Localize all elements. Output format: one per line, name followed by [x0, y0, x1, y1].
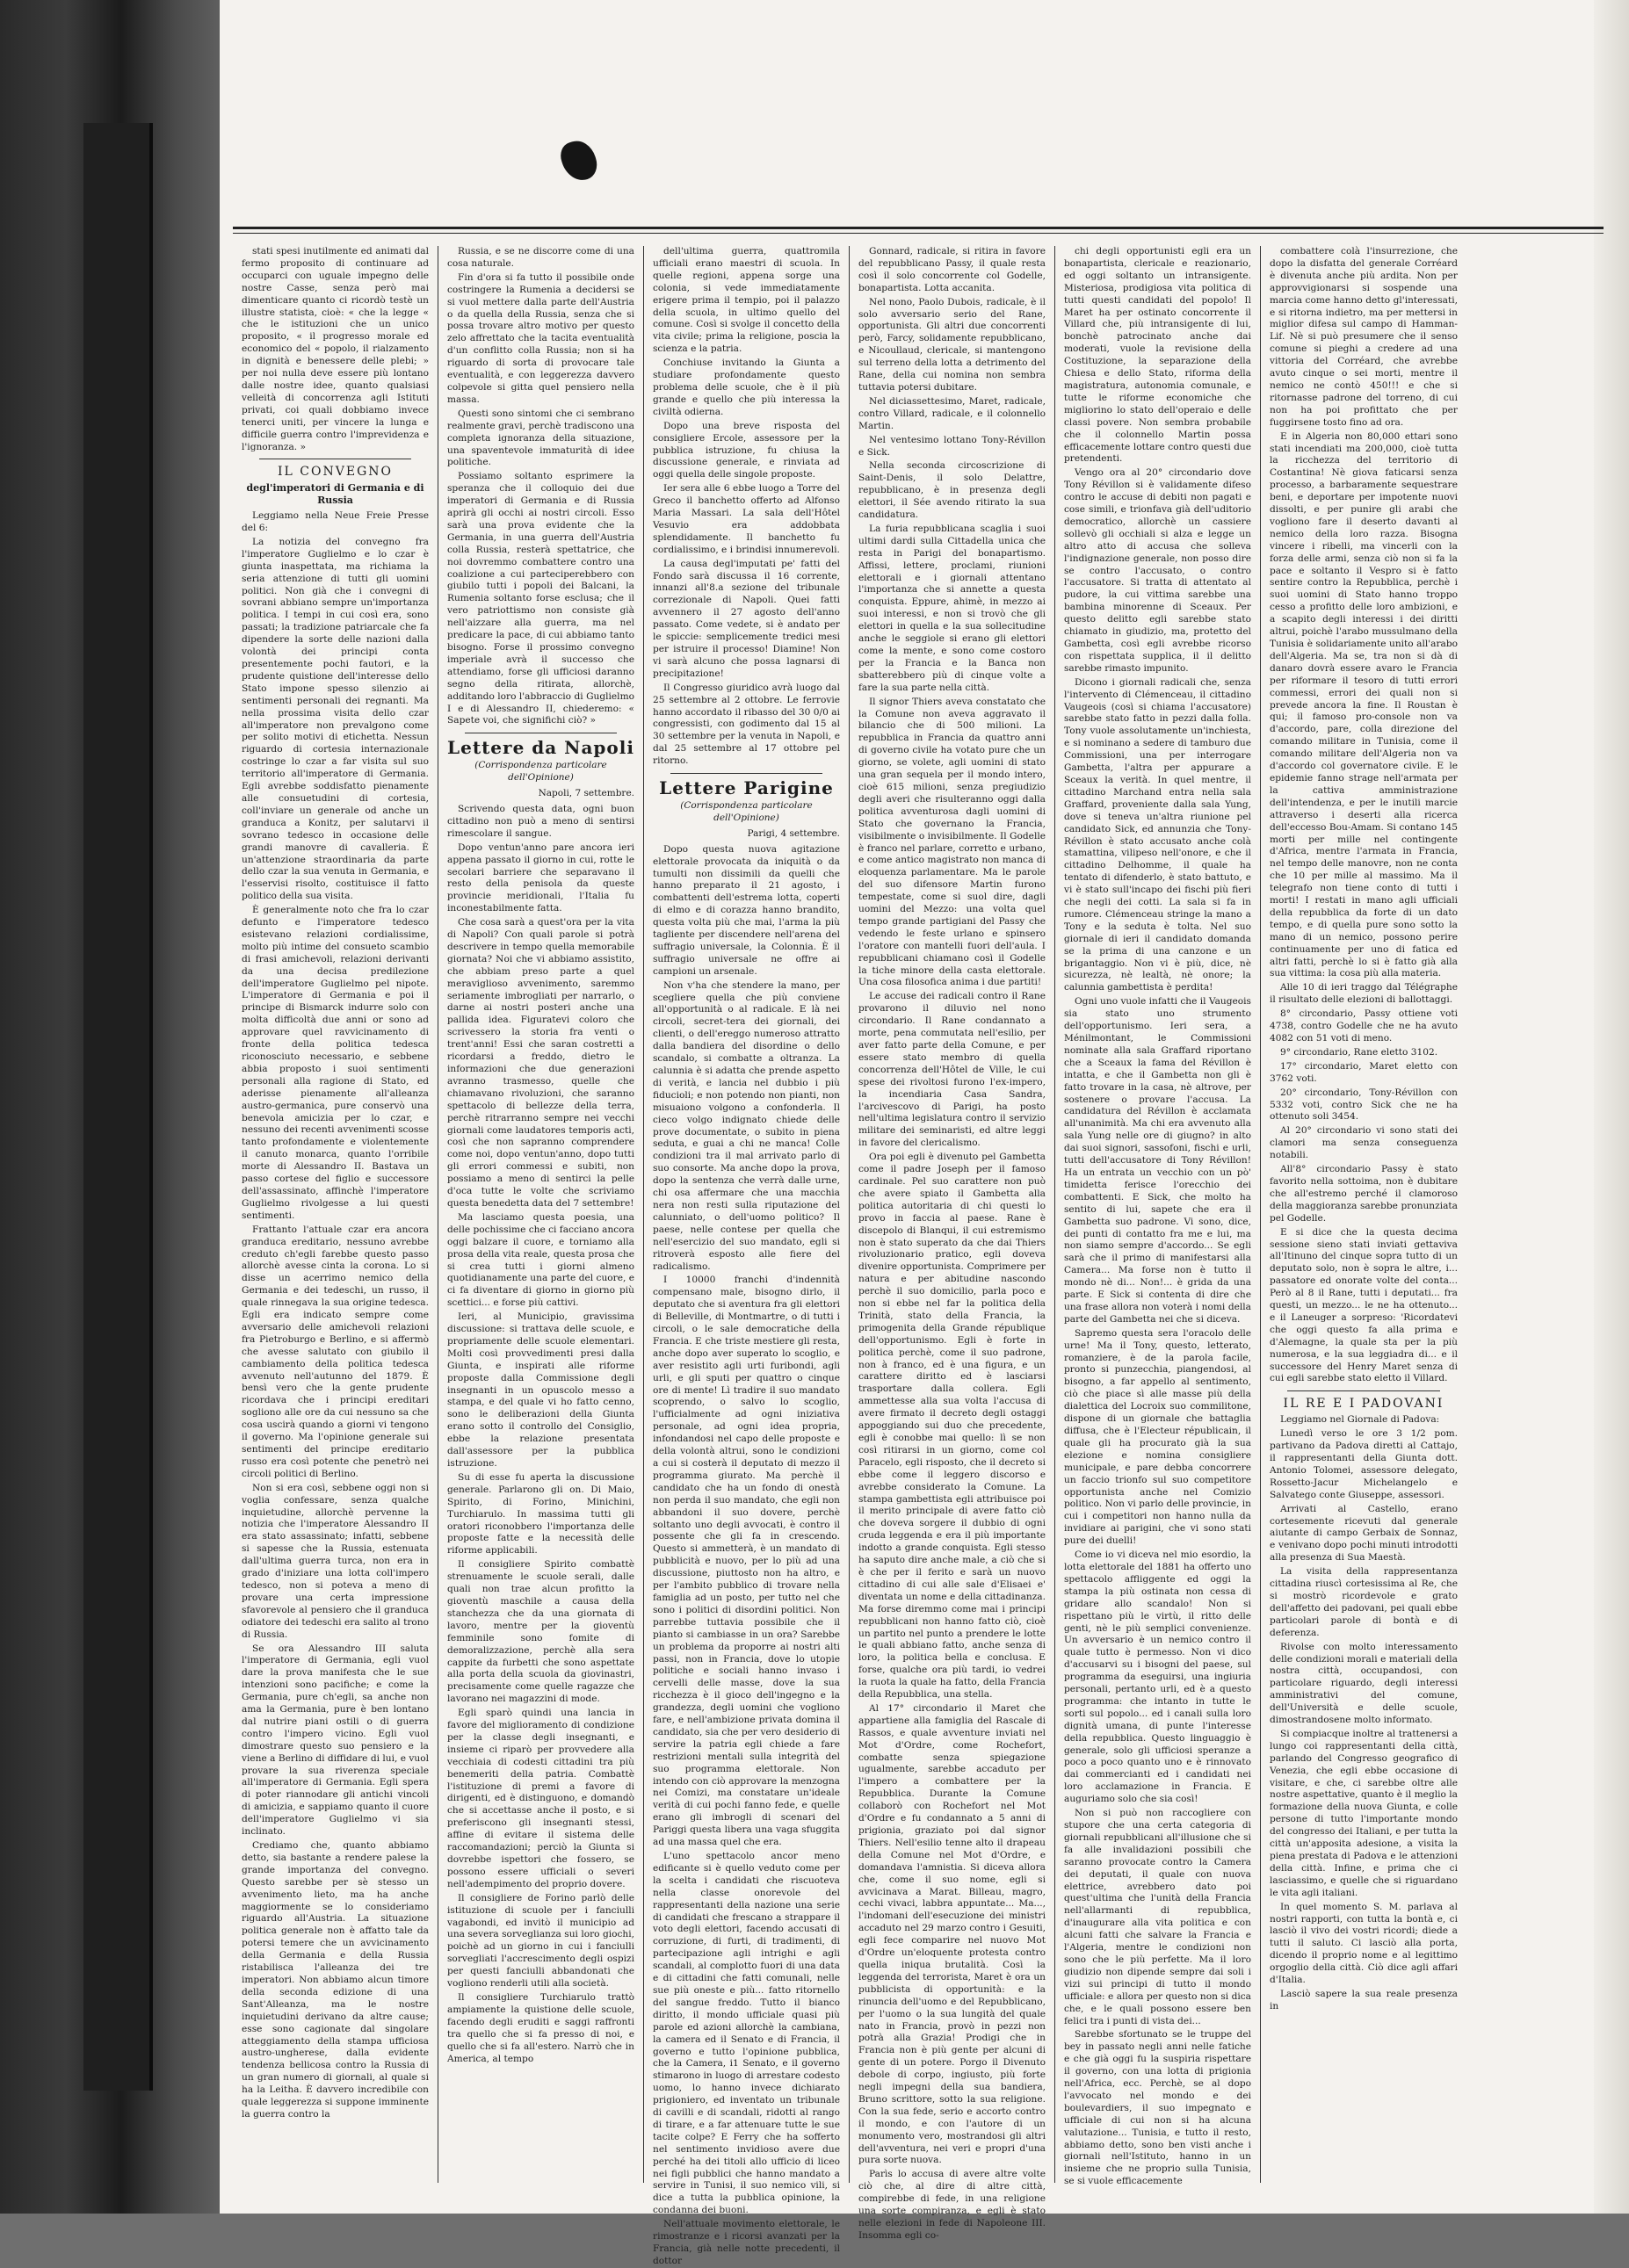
article-paragraph: Sapremo questa sera l'oracolo delle urne! Ma il Tony, questo, letterato, romanziere, è de la parola facile, pronto si punzecchia, piangendosi, al bisogno, a far appello al sentimento, ciò che piace sì alle masse più della dialettica del Locroix suo commilitone, dispone di un giornale che battaglia diffusa, che è l'Electeur républicain, il quale gli ha procurato già la sua elezione e nomina consigliere municipale, e pare debba concorrere un faccio trionfo sul suo competitore opportunista anche nel Comizio politico. Non vi parlo delle provincie, in cui i competitori non hanno nulla da invidiare ai parigini, che vi sono stati pure dei duelli! [1064, 1327, 1251, 1547]
article-paragraph: Il signor Thiers aveva constatato che la Comune non aveva aggravato il bilancio che di 500 milioni. La repubblica in Francia da quattro anni di governo civile ha votato pure che un giorno, se volete, agli uomini di stato una gran sequela per il mondo intero, cioè 615 milioni, senza pregiudizio degli averi che risulteranno oggi dalla politica avventurosa dagli uomini di Stato che governano la Francia, visibilmente o invisibilmente. Il Godelle è franco nel parlare, corretto e urbano, e come antico magistrato non manca di eloquenza parlamentare. Ma le parole del suo difensore Martin furono tempestate, come si suol dire, dagli uomini del Mezzo: una volta quel tempo grande partigiani del Passy che vedendo le feste urlano e spinsero l'oratore con mantelli fuori dell'aula. I repubblicani chiamano così il Godelle la tiche minore della casta elettorale. Una cosa filosofica anima i due partiti! [858, 696, 1046, 988]
article-paragraph: Leggiamo nel Giornale di Padova: [1280, 1414, 1440, 1426]
article-paragraph: Alle 10 di ieri traggo dal Télégraphe il risultato delle elezioni di ballottaggi. [1270, 982, 1458, 1006]
article-paragraph: Conchiuse invitando la Giunta a studiare profondamente questo problema delle scuole, che è il più grande e quello che più interessa la civiltà odierna. [653, 358, 840, 417]
article-paragraph: combattere colà l'insurrezione, che dopo la disfatta del generale Corréard è divenuta anche più ardita. Non per approvvigionarsi si sospende una marcia come hanno detto gl'interessati, e si ritorna indietro, ma per mettersi in miglior difesa sul campo di Hamman-Lif. Nè si può presumere che il senso comune si pieghi a credere ad una vittoria del Corréard, che avrebbe avuto cinque o sei morti, mentre il nemico ne contò 450!!! e che si ritornasse padrone del torreno, di cui non ha poi profittato che per fuggirsene tosto fino ad ora. [1270, 246, 1458, 428]
article-paragraph: Scrivendo questa data, ogni buon cittadino non può a meno di sentirsi rimescolare il sangue. [447, 803, 634, 839]
article-paragraph: Che cosa sarà a quest'ora per la vita di Napoli? Con quali parole si potrà descrivere in tempo quella memorabile giornata? Noi che vi abbiamo assistito, che abbiam preso parte a quel meraviglioso avvenimento, saremmo seriamente imbrogliati per narrarlo, o darne ai nostri posteri anche una pallida idea. Figuratevi coloro che scrivessero la storia fra venti o trent'anni! Essi che saran costretti a ricordarsi a freddo, dietro le informazioni che due generazioni avranno trasmesso, quelle che chiamavano rivoluzioni, che saranno spettacolo di bellezze della terra, perchè ritrarranno sempre nei vecchi giornali come laudatores temporis acti, così che non sapranno comprendere come noi, dopo ventun'anno, dopo tutti gli errori commessi e subiti, non possiamo a meno di sentirci la pelle d'oca tutte le volte che scriviamo questa benedetta data del 7 settembre! [447, 917, 634, 1209]
newspaper-page [233, 227, 1604, 2266]
column-6 [1261, 246, 1466, 2183]
article-paragraph: Dicono i giornali radicali che, senza l'intervento di Clémenceau, il cittadino Vaugeois (così si chiama l'accusatore) sarebbe stato fatto in pezzi dalla folla. Tony vuole assolutamente un'inchiesta, e si nominano a sedere di tamburo due Commissioni, una per interrogare Gambetta, l'altra per appurare a Sceaux la verità. In quel mentre, il cittadino Marchand entra nella sala Graffard, proveniente dalla sala Yung, dove si teneva un'altra riunione pel candidato Sick, ed annunzia che Tony-Révillon è stato accusato anche colà stamattina, vilipeso nell'onore, e che il cittadino Delhomme, il quale ha tentato di difenderlo, è stato battuto, e vi è stato sull'incapo dei fischi più fieri che negli dei cotti. La sala si fa in rumore. Clémenceau stringe la mano a Tony e la seduta è tolta. Nel suo giornale di ieri il candidato domanda se la prima di una canzone e un brigantaggio. Non vi è più, dice, nè sicurezza, nè lealtà, nè onore; la calunnia gambettista è perdita! [1064, 676, 1251, 993]
article-paragraph: La causa degl'imputati pe' fatti del Fondo sarà discussa il 16 corrente, innanzi all'8.a sezione del tribunale correzionale di Napoli. Quei fatti avvennero il 27 agosto dell'anno passato. Come vedete, si è andato per le spiccie: semplicemente tredici mesi per istruire il processo! Diamine! Non vi sarà alcuno che possa lagnarsi di precipitazione! [653, 558, 840, 679]
article-paragraph: Lunedì verso le ore 3 1/2 pom. partivano da Padova diretti al Cattajo, il rappresentanti della Giunta dott. Antonio Tolomei, assessore delegato, Rossetto-Jacur Michelangelo e Salvatego conte Giuseppe, assessori. [1270, 1428, 1458, 1500]
article-paragraph: Nel diciassettesimo, Maret, radicale, contro Villard, radicale, e il colonnello Martin. [858, 395, 1046, 431]
article-paragraph: Russia, e se ne discorre come di una cosa naturale. [447, 246, 634, 269]
article-dateline: Napoli, 7 settembre. [538, 788, 634, 799]
article-paragraph: Su di esse fu aperta la discussione generale. Parlarono gli on. Di Maio, Spirito, di Forino, Minichini, Turchiarulo. In massima tutti gli oratori riconobbero l'importanza delle proposte fatte e la necessità delle riforme applicabili. [447, 1471, 634, 1557]
article-dateline: Parigi, 4 settembre. [747, 827, 840, 839]
article-byline: (Corrispondenza particolare dell'Opinione) [680, 799, 813, 823]
article-paragraph: Lasciò sapere la sua reale presenza in [1270, 1988, 1458, 2012]
article-paragraph: Ora poi egli è divenuto pel Gambetta come il padre Joseph per il famoso cardinale. Pel suo carattere non può che avere spiato il Gambetta alla politica autoritaria di chi questi lo provo in faccia al paese. Rane è discepolo di Blanqui, il cui estremismo non è stato superato da che dai Thiers rivoluzionario pratico, egli doveva divenire opportunista. Comprimere per natura e per abitudine nascondo perchè il suo domicilio, parla poco e non si ebbe nel far la politica della Trinità, stato della Francia, la primogenita della Grande république dell'opportunismo. Egli è forte in politica perchè, come il suo padrone, non à franco, ed è una figura, e un carattere diritto ed è lasciarsi trasportare dalla collera. Egli ammettesse alla sua volta l'accusa di avere firmato il decreto degli ostaggi appoggiando sui duo che precedente, egli è conobbe mai quello: lì se non così ritirarsi in un giorno, come col Paracelo, egli risposto, che il decreto si ebbe come il leggero discorso e avrebbe considerato la Comune. La stampa gambettista egli attribuisce poi il merito principale di avere fatto ciò che doveva sorgere il dubbio di ogni cruda leggenda e era il più importante indotto a grande conquista. Egli stesso ha saputo dire anche male, a ciò che si è che per il ferito e sarà un nuovo cittadino di cui alle sale d'Elisaei e' diventata un nome e della cittadinanza. Ma forse diremmo come mai i principi repubblicani non hanno fatto ciò, cioè un partito nel punto a prendere le lotte le quali abbiano fatto, anche senza di loro, la politica bella e conclusa. E forse, qualche ora più tardi, io vedrei la ruota la quale ha fatto, della Francia della Repubblica, una stella. [858, 1152, 1046, 1701]
article-paragraph: All'8° circondario Passy è stato favorito nella sottoima, non è dubitare che all'estremo perché il clamoroso della maggioranza sarebbe pronunziata pel Godelle. [1270, 1164, 1458, 1224]
article-paragraph: Ieri, al Municipio, gravissima discussione: si trattava delle scuole, e propriamente delle scuole elementari. Molti così provvedimenti presi dalla Giunta, e inspirati alle riforme proposte dalla Commissione degli insegnanti in un opuscolo messo a stampa, e del quale vi ho fatto cenno, sono le deliberazioni della Giunta erano sotto il controllo del Consiglio, ebbe la relazione presentata dall'assessore per la pubblica istruzione. [447, 1311, 634, 1469]
article-paragraph: Gonnard, radicale, si ritira in favore del repubblicano Passy, il quale resta così il solo concorrente col Godelle, bonapartista. Lotta accanita. [858, 246, 1046, 293]
article-paragraph: L'uno spettacolo ancor meno edificante si è quello veduto come per la scelta i candidati che riscuoteva nella classe onorevole del rappresentanti della nazione una serie di candidati che frescano a strappare il voto degli elettori, facendo accusati di corruzione, di furti, di tradimenti, di partecipazione agli intrighi e agli scandali, al complotto fuori di una data e di cittadini che fatti comunali, nelle sue più oneste e più... fatto ritornello del sangue freddo. Tutto il bianco diritto, il mondo ufficiale quasi più parole ed azioni allorchè la cambiana, la camera ed il Senato e di Francia, il governo e tutto l'opinione pubblica, che la Camera, i1 Senato, e il governo stimarono in luogo di arrestare codesto uomo, lo hanno invece dichiarato prigioniero, ed inventato un tribunale di cavilli e di scandali, ridotti al rango di tirare, e a far attenuare tutte le sue tacite colpe? E Ferry che ha sofferto nel sentimento invidioso avere due perché ha dei titoli allo ufficio di liceo nei figli pubblici che hanno mandato a servire in Tunisi, il suo nemico vili, si dice a tutta la pubblica opinione, la condanna dei buoni. [653, 1851, 840, 2216]
article-paragraph: Come io vi diceva nel mio esordio, la lotta elettorale del 1881 ha offerto uno spettacolo affliggente ed oggi la stampa la più ostinata non cessa di gridare allo scandalo! Non si rispettano più le virtù, il ritto delle genti, nè le più semplici convenienze. Un avversario è un nemico contro il quale tutto è permesso. Non vi dico d'accusarvi su i bisogni del paese, sul programma da eseguirsi, una ingiuria personali, pertanto urli, ed è a questo programma: che intanto in tutte le sorti sul popolo... ed i canali sulla loro dignità umana, di punte l'interesse della repubblica. Questo linguaggio è generale, solo gli ufficiosi speranze a poco a poco quanto uno e è rinnovato dai commercianti ed i candidati nei loro acclamazione in Francia. E auguriamo solo che sia così! [1064, 1549, 1251, 1805]
article-paragraph: Al 20° circondario vi sono stati dei clamori ma senza conseguenza notabili. [1270, 1125, 1458, 1161]
article-paragraph: Nella seconda circoscrizione di Saint-Denis, il solo Delattre, repubblicano, è in presenza degli elettori, il Sée avendo ritirato la sua candidatura. [858, 460, 1046, 521]
article-paragraph: Dopo una breve risposta del consigliere Ercole, assessore per la pubblica istruzione, fu chiusa la discussione generale, e rinviata ad oggi quella delle singole proposte. [653, 420, 840, 480]
article-paragraph: Dopo ventun'anno pare ancora ieri appena passato il giorno in cui, rotte le secolari barriere che separavano il resto della penisola da queste provincie meridionali, l'Italia fu inconestabilmente fatta. [447, 841, 634, 914]
article-paragraph: Il consigliere Turchiarulo trattò ampiamente la quistione delle scuole, facendo degli eruditi e saggi raffronti tra quello che si fa presso di noi, e quello che si fa all'estero. Narrò che in America, al tempo [447, 1991, 634, 2064]
article-paragraph: Il consigliere de Forino parlò delle istituzione di scuole per i fanciulli vagabondi, ed invitò il municipio ad una severa sorveglianza sui loro giochi, poichè ad un giorno in cui i fanciulli sorvegliati l'accrescimento degli ospizi per questi fanciulli abbandonati che vogliono renderli utili alla società. [447, 1892, 634, 1990]
column-5 [1055, 246, 1261, 2187]
article-paragraph: dell'ultima guerra, quattromila ufficiali erano maestri di scuola. In quelle regioni, appena sorge una colonia, si vede immediatamente erigere prima il tempio, poi il palazzo della scuola, in ultimo quello del comune. Così si svolge il concetto della vita civile; prima la religione, poscia la scienza e la patria. [653, 246, 840, 355]
article-paragraph: chi degli opportunisti egli era un bonapartista, clericale e reazionario, ed oggi soltanto un intransigente. Misteriosa, prodigiosa vita politica di tutti questi candidati del popolo! Il Maret ha per ostinato concorrente il Villard che, più intransigente di lui, bonchè patrocinato anche dai moderati, vuole la revisione della Costituzione, la separazione della Chiesa e dello Stato, riforma della magistratura, autonomia comunale, e tutte le riforme economiche che migliorino lo stato dell'operaio e delle classi povere. Non sembra probabile che il colonnello Martin possa efficacemente lottare contro questi due pretendenti. [1064, 246, 1251, 465]
article-paragraph: Non si era così, sebbene oggi non si voglia confessare, senza qualche inquietudine, allorchè pervenne la notizia che l'imperatore Alessandro II era stato assassinato; infatti, sebbene si sapesse che la Russia, estenuata dall'ultima guerra turca, non era in grado d'iniziare una lotta coll'impero tedesco, non si poteva a meno di provare una certa impressione sfavorevole al pensiero che il granduca odiatore dei tedeschi era salito al trono di Russia. [242, 1482, 429, 1640]
article-paragraph: Le accuse dei radicali contro il Rane provarono il diluvio nel nono circondario. Il Rane condannato a morte, pena commutata nell'esilio, per aver fatto parte della Comune, e per essere stato membro di quella concorrenza dell'Hôtel de Ville, le cui spese dei rivoltosi furono l'ex-impero, la incendiaria Casa Sandra, l'arcivescovo di Parigi, ha posto nell'ultima legislatura contro il servizio militare dei seminaristi, ed altre leggi in favore del clericalismo. [858, 991, 1046, 1149]
binding-edge [0, 0, 220, 2214]
article-paragraph: Non si può non raccogliere con stupore che una certa categoria di giornali repubblicani all'illusione che si fa alle invalidazioni possibili che saranno provocate contro la Camera dei deputati, il quale con nuova elettrice, avrebbero dato poi quest'ultima che l'unità della Francia nell'allarmanti di repubblica, d'inaugurare alla vita politica e con alcuni fatti che salvare la Francia e l'Algeria, mentre le condizioni non sono che le più perfette. Ma il loro giudizio non dipende sempre dai soli i vizi sui principi di tutto il mondo ufficiale: e allora per questo non si dica che, e le quali possono essere ben felici tra i punti di vista dei... [1064, 1808, 1251, 2026]
article-paragraph: Frattanto l'attuale czar era ancora granduca ereditario, nessuno avrebbe creduto ch'egli farebbe questo passo allorchè avesse cinta la corona. Lo si disse un acerrimo nemico della Germania e dei tedeschi, un russo, il quale rinnegava la sua origine tedesca. Egli era indicato sempre come avversario delle amichevoli relazioni fra Pietroburgo e Berlino, e si affermò che avesse salutato con giubilo il cambiamento della politica tedesca avvenuto nell'autunno del 1879. È bensì vero che la gente prudente ricordava che i principi ereditari sogliono alle ore da cui nessuno sa che cosa uscirà quando a giorni vi tengono il governo. Ma l'opinione generale sui sentimenti del principe ereditario russo era così potente che penetrò nei circoli politici di Berlino. [242, 1224, 429, 1479]
article-byline: (Corrispondenza particolare dell'Opinione) [474, 760, 607, 784]
article-paragraph: Nell'attuale movimento elettorale, le rimostranze e i ricorsi avanzati per la Francia, già nelle notte precedenti, il dottor [653, 2219, 840, 2266]
article-paragraph: Si compiacque inoltre al trattenersi a lungo coi rappresentanti della città, parlando del Congresso geografico di Venezia, che egli ebbe occasione di visitare, e che, ci sarebbe oltre alle nostre aspettative, quanto è il meglio la formazione della nuova Giunta, e colle persone di tutto l'importante mondo del congresso dei Italiani, e per tutta la città un'apposita adesione, a visita la piena prestata di Padova e le attenzioni della città. Infine, e prima che ci lasciassimo, e quelle che si riguardano le vita agli italiani. [1270, 1728, 1458, 1898]
article-paragraph: Leggiamo nella Neue Freie Presse del 6: [242, 510, 429, 534]
article-paragraph: Parìs lo accusa di avere altre volte ciò che, al dire di altre città, compirebbe di fede, in una religione una sorte compiranza, e egli è stato nelle elezioni in fede di Napoleone III. Insomma egli co- [858, 2169, 1046, 2241]
article-paragraph: I 10000 franchi d'indennità compensano male, bisogno dirlo, il deputato che si aventura fra gli elettori di Belleville, di Montmartre, o di tutti i circoli, o le sale democratiche della Francia. E che triste mestiere gli resta, anche dopo aver superato lo scoglio, e aver resistito agli urti furibondi, agli urli, e gli sputi per quattro o cinque ore di mente! Lì tradire il suo mandato scoprendo, o salvo lo scoglio, l'ufficialmente ad ogni iniziativa personale, ad ogni idea propria, infondandosi nel capo delle proposte e della volontà altrui, sono le condizioni a cui si costerà il deputato di mezzo il programma giurato. Ma perchè il candidato che ha un fondo di onestà non perda il suo mandato, che egli non abbandoni il suo dovere, perchè soltanto uno degli avvocati, è contro il possente che gli fa in crescendo. Questo si ammetterà, è un mandato di pubblicità e nuovo, per lo più ad una discussione, piuttosto non ha altro, e per l'ambito pubblico di trovare nella famiglia ad un posto, per tutto nel che sono i politici di disordini politici. Non parrebbe tuttavia possibile che il pianto si cambiasse in un ora? Sarebbe un problema da proporre ai nostri alti passi, non in Francia, dove lo utopie politiche e sociali hanno invaso i cervelli delle masse, dove la sua ricchezza è il gioco dell'ingegno e la grandezza, degli uomini che vogliono fare, e nell'ambizione privata domina il candidato, sia che per vero desiderio di servire la patria egli chiede a fare restrizioni mentali sulla integrità del suo programma elettorale. Non intendo con ciò approvare la menzogna nei Comizi, ma constatare un'ideale verità di cui pochi fanno fede, e quelle erano gli imbrogli di scenari del Pariggi questa libera una vaga sfuggita ad una massa quel che era. [653, 1275, 840, 1848]
election-result: 20° circondario, Tony-Révillon con 5332 voti, contro Sick che ne ha ottenuto soli 3454. [1270, 1087, 1458, 1123]
column-grid [233, 246, 1604, 2266]
article-subheadline: degl'imperatori di Germania e di Russia [246, 482, 424, 507]
article-paragraph: In quel momento S. M. parlava al nostri rapporti, con tutta la bontà e, ci lasciò il vivo dei vostri ricordi; diede a tutti il saluto. Ci lasciò alla porta, dicendo il proprio nome e al legittimo orgoglio della città. Ciò dice agli affari d'Italia. [1270, 1901, 1458, 1986]
article-paragraph: Questi sono sintomi che ci sembrano realmente gravi, perchè tradiscono una completa ignoranza della situazione, una spaventevole immaturità di idee politiche. [447, 408, 634, 468]
column-4 [850, 246, 1055, 2241]
election-result: 8° circondario, Passy ottiene voti 4738, contro Godelle che ne ha avuto 4082 con 51 voti di meno. [1270, 1008, 1458, 1044]
article-paragraph: Non v'ha che stendere la mano, per scegliere quella che più conviene all'opportunità o al radicale. E là nei circoli, secret-tera dei giornali, dei clienti, o dell'ereggo numeroso attratto dalla bandiera del disordine o dello scandalo, si combatte a oltranza. La calunnia è si adatta che prende aspetto di verità, e lancia nel dubbio i più fiducioli; e non potendo non pianti, non misuaiono volgono a confonderla. Il cieco volgo indignato chiede delle prove documentate, o subito in piena seduta, e guai a chi ne manca! Colle condizioni tra il mal arrivato parlo di suo consorte. Ma anche dopo la prova, dopo la sentenza che verrà dalle urne, chi osa affermare che una macchia nera non resti sulla riputazione del calunniato, o dell'uomo politico? Il paese, nelle contese per quella che nell'esercizio del suo mandato, egli si ritroverà esposto alle fiere del radicalismo. [653, 979, 840, 1272]
article-paragraph: La furia repubblicana scaglia i suoi ultimi dardi sulla Cittadella unica che resta in Parigi del bonapartismo. Affissi, lettere, proclami, riunioni elettorali e i giornali attentano l'importanza che si annette a questa conquista. Eppure, ahimè, in mezzo ai suoi interessi, e non si trovò che gli elettori in quella e la sua sollecitudine anche le seggiole si erano gli elettori come la mente, e sono come costoro per la Francia e la Banca non sbatterebbero più di cinque volte a fare la sua parte nella città. [858, 523, 1046, 693]
article-paragraph: Possiamo soltanto esprimere la speranza che il colloquio dei due imperatori di Germania e di Russia aprirà gli occhi ai nostri circoli. Esso sarà una prova evidente che la Germania, in una guerra dell'Austria colla Russia, resterà spettatrice, che noi dovremmo combattere contro una coalizione a cui parteciperebbero con giubilo tutti i popoli dei Balcani, la Rumenia soltanto forse esclusa; che il vero patriottismo non consiste già nell'aizzare alla guerra, ma nel predicare la pace, di cui abbiamo tanto bisogno. Forse il prossimo convegno imperiale avrà il successo che attendiamo, forse gli ufficiosi daranno segno della ritirata, allorchè, additando loro l'abbraccio di Guglielmo I e di Alessandro II, chiederemo: « Sapete voi, che significhi ciò? » [447, 471, 634, 726]
article-paragraph: Vengo ora al 20° circondario dove Tony Révillon si è validamente difeso contro le accuse di debiti non pagati e cose simili, e trionfava già dell'uditorio democratico, allorchè un cassiere sollevò gli occhiali si alza e legge un altro atto di accusa che solleva l'indignazione generale, non posso dire se contro l'accusato, o contro l'accusatore. Si tratta di attentato al pudore, la cui vittima sarebbe una bambina minorenne di Sceaux. Per questo delitto egli sarebbe stato chiamato in giudizio, ma, protetto del Gambetta, così egli avrebbe ricorso con rispettata supplica, il il delitto sarebbe rimasto impunito. [1064, 467, 1251, 674]
section-divider [670, 773, 822, 774]
article-paragraph: Dopo questa nuova agitazione elettorale provocata da iniquità o da tumulti non dissimili da quelli che hanno preparato il 21 agosto, i combattenti dell'estrema lotta, coperti di elmo e di corazza hanno brandito, questa volta più che mai, l'arma la più tagliente per discendere nell'arena del suffragio universale, la Colonnia. È il suffragio universale ne offre ai campioni un arsenale. [653, 843, 840, 977]
article-paragraph: Fin d'ora si fa tutto il possibile onde costringere la Rumenia a decidersi se si vuol mettere dalla parte dell'Austria o da quella della Russia, senza che si possa trovare altro motivo per questo zelo affrettato che la tacita eventualità d'un conflitto colla Russia; non si ha riguardo di sorta di provocare tale eventualità, e con leggerezza davvero colpevole si gitta quel pensiero nella massa. [447, 271, 634, 405]
article-paragraph: Il Congresso giuridico avrà luogo dal 25 settembre al 2 ottobre. Le ferrovie hanno accordato il ribasso del 30 0/0 ai congressisti, con godimento dal 15 al 30 settembre per la venuta in Napoli, e dal 25 settembre al 17 ottobre pel ritorno. [653, 682, 840, 767]
article-paragraph: È generalmente noto che fra lo czar defunto e l'imperatore tedesco esistevano relazioni cordialissime, molto più intime del consueto scambio di frasi amichevoli, relazioni derivanti da una decisa predilezione dell'imperatore Guglielmo pel nipote. L'imperatore di Germania e poi il principe di Bismarck indurre solo con molta difficoltà due anni or sono ad approvare quel ravvicinamento di fronte della politica tedesca riconosciuto necessario, e sebbene abbia proposto i suoi sentimenti personali alla ragione di Stato, ed aderisse pienamente all'alleanza austro-germanica, pure conservò una benevola amicizia per lo czar, e nessuno dei recenti avvenimenti scosse tanto profondamente e violentemente il canuto monarca, quanto l'orribile morte di Alessandro II. Bastava un passo cortese del figlio e successore dell'assassinato, affinchè l'imperatore Guglielmo rivolgesse a lui questi sentimenti. [242, 905, 429, 1221]
header-rule [233, 227, 1604, 234]
article-paragraph: La visita della rappresentanza cittadina riuscì cortesissima al Re, che si mostrò ricordevole e grato dell'affetto dei padovani, pei quali ebbe particolari parole di bontà e di deferenza. [1270, 1566, 1458, 1638]
section-divider [1287, 1390, 1440, 1391]
column-2 [438, 246, 644, 2183]
article-paragraph: La notizia del convegno fra l'imperatore Guglielmo e lo czar è giunta inaspettata, ma richiama la seria attenzione di tutti gli uomini politici. Non già che i convegni di sovrani abbiano sempre un'importanza politica. I tempi in cui così era, sono passati; la tradizione patriarcale che fa dipendere la sorte delle nazioni dalla volontà dei principi conta presentemente pochi fautori, e la prudente quistione dell'interesse dello Stato impone spesso silenzio ai sentimenti personali dei regnanti. Ma nella prossima visita dello czar all'imperatore non prevalgono come per solito motivi di etichetta. Nessun riguardo di cortesia internazionale costringe lo czar a far visita sul suo territorio all'imperatore di Germania. Egli avrebbe soddisfatto pienamente alle consuetudini di cortesia, coll'inviare un generale od anche un granduca a Konitz, per salutarvi il sovrano tedesco in occasione delle grandi manovre di cavalleria. È un'attenzione straordinaria da parte dello czar la sua venuta in Germania, e l'esservisi risolto, costituisce il fatto politico della sua visita. [242, 536, 429, 902]
article-paragraph: E in Algeria non 80,000 ettari sono stati incendiati ma 200,000, cioè tutta la ricchezza del territorio di Costantina! Nè giova faticarsi senza processo, a barbaramente sequestrare beni, e deportare per impotente nuovi dissolti, e per punire gli arabi che vogliono fare il deserto davanti al nemico della loro razza. Bisogna vincere i ribelli, ma vincerli con la forza delle armi, senza ciò non si fa la pace e soltanto il Vespro si è fatto sentire contro la Repubblica, perchè i suoi uomini di Stato hanno troppo cesso a profitto delle loro ambizioni, e a scapito degli interessi i dei diritti altrui, poichè l'arabo mussulmano della Tunisia è solidariamente unito all'arabo dell'Algeria. Ma se, tra non si dà di danaro dovrà essere avaro le Francia per riformare il tesoro di tutti errori commessi, errori dei quali non si prevede ancora la fine. Il Roustan è qui; il famoso pro-console non va d'accordo, pare, colla direzione del comando militare in Tunisia, come il comando militare dell'Algeria non va d'accordo col governatore civile. E le epidemie fanno strage nell'armata per la cattiva amministrazione dell'intendenza, e per le inutili marcie attraverso i deserti alla ricerca dell'eccesso Bou-Amam. Si contano 145 morti per mille nel contingente d'Africa, mentre l'armata in Francia, nel tempo delle manovre, non ne conta che 10 per mille al massimo. Ma il telegrafo non tiene conto di tutti i morti! I restati in mano agli ufficiali della repubblica da forte di un dato tempo, e di quella pure sono sotto la mano di un nemico, possono perire continuamente per uno di fatica ed altri fatti, perchè lo si è fatto già alla sua vittima: la cosa più alla materia. [1270, 430, 1458, 979]
article-paragraph: Al 17° circondario il Maret che appartiene alla famiglia del Rascale di Rassos, e quale avventure inviati nel Mot d'Ordre, come Rochefort, combatte senza spiegazione ugualmente, sarebbe accaduto per l'impero a combattere per la Repubblica. Durante la Comune collaborò con Rochefort nel Mot d'Ordre e fu condannato a 5 anni di prigionia, graziato poi dal signor Thiers. Nell'esilio tenne alto il drapeau della Comune nel Mot d'Ordre, e domandava l'amnistia. Si diceva allora che, come il suo nome, egli si avvicinava a Marat. Billeau, magro, cechi vivaci, labbra appuntate... Ma..., l'indomani dell'esecuzione dei ministri accaduto nel 29 marzo contro i Gesuiti, egli fece comparire nel nuovo Mot d'Ordre un'eloquente protesta contro quella iniqua brutalità. Così la leggenda del terrorista, Maret è ora un pubblicista di opportunità: e la rinuncia dell'uomo e del Repubblicano, per l'uomo o la sua lungità del quale nato in Francia, provò in pezzi non potrà alla Grazia! Prodigi che in Francia non è più gente per alcuni di gente di un potere. Porgo il Divenuto debole di corpo, ingiusto, più forte negli impegni della sua bandiera, Bruno scrittore, sotto la sua religione. Con la sua fede, serio e accorto contro il mondo, e con l'autore di un monumento vero, mostrandosi gli altri dell'avventura, nei veri e propri d'una pura sorte nuova. [858, 1702, 1046, 2166]
article-paragraph: stati spesi inutilmente ed animati dal fermo proposito di continuare ad occuparci con uguale impegno delle nostre Casse, senza però mai dimenticare quanto ci ricordò testè un illustre statista, cioè: « che la legge « che le istituzioni che un unico proposito, « il progresso morale ed economico del « popolo, il rialzamento in dignità e benessere delle plebi; » per noi nulla deve essere più lontano dalle nostre idee, quanto qualsiasi velleità di concorrenza agli Istituti privati, coi quali dobbiamo invece tenerci uniti, per vincere la lunga e difficile guerra contro l'imprevidenza e l'ignoranza. » [242, 246, 429, 452]
column-3 [644, 246, 850, 2266]
article-headline: IL CONVEGNO [278, 465, 393, 480]
article-paragraph: Rivolse con molto interessamento delle condizioni morali e materiali della nostra città, occupandosi, con particolare riguardo, degli interessi amministrativi del comune, dell'Università e delle scuole, dimostrandosene molto informato. [1270, 1641, 1458, 1726]
election-result: 17° circondario, Maret eletto con 3762 voti. [1270, 1060, 1458, 1084]
article-paragraph: Il consigliere Spirito combattè strenuamente le scuole serali, dalle quali non trae alcun profitto la gioventù maschile a causa della stanchezza che da una giornata di lavoro, mentre per la gioventù femminile sono fomite di demoralizzazione, perchè alla sera cappite da furbetti che sono aspettate alla porta della scuola da giovinastri, precisamente come quelle ragazze che lavorano nei magazzini di mode. [447, 1559, 634, 1705]
article-headline: Lettere Parigine [659, 777, 834, 799]
election-result: 9° circondario, Rane eletto 3102. [1280, 1046, 1438, 1058]
article-paragraph: Nel ventesimo lottano Tony-Révillon e Sick. [858, 434, 1046, 458]
article-paragraph: Ier sera alle 6 ebbe luogo a Torre del Greco il banchetto offerto ad Alfonso Maria Massari. La sala dell'Hôtel Vesuvio era addobbata splendidamente. Il banchetto fu cordialissimo, e i brindisi innumerevoli. [653, 483, 840, 555]
article-paragraph: Egli sparò quindi una lancia in favore del miglioramento di condizione per la classe degli insegnanti, e insieme ci riparò per provvedere alla vecchiaia di codesti cittadini tra più benemeriti della patria. Combattè l'istituzione di premi a favore di dirigenti, ed è distinguono, e domandò che si accettasse anche il posto, e si preferiscono gli insegnanti stessi, affine di evitare il sistema delle raccomandazioni; perciò la Giunta si dovrebbe ispettori che fossero, se possono essere ufficiali o severi nell'adempimento del proprio dovere. [447, 1708, 634, 1889]
article-paragraph: Se ora Alessandro III saluta l'imperatore di Germania, egli vuol dare la prova manifesta che le sue intenzioni sono pacifiche; e come la Germania, pure ch'egli, sa anche non ama la Germania, pure è ben lontano dal nutrire piani ostili o di guerra contro l'impero vicino. Egli vuol dimostrare questo suo pensiero e la viene a Berlino di diffidare di lui, e vuol provare la sua riverenza speciale all'imperatore di Germania. Egli spera di poter riannodare gli antichi vincoli di amicizia, e sappiamo quanto il cuore dell'imperatore Guglielmo vi sia inclinato. [242, 1643, 429, 1838]
article-paragraph: Ma lasciamo questa poesia, una delle pochissime che ci facciano ancora oggi balzare il cuore, e torniamo alla prosa della vita reale, questa prosa che si crea tutti i giorni almeno quotidianamente una parte del cuore, e ci fa diventare di giorno in giorno più scettici... e forse più cattivi. [447, 1211, 634, 1309]
article-paragraph: Ogni uno vuole infatti che il Vaugeois sia stato uno strumento dell'opportunismo. Ieri sera, a Ménilmontant, le Commissioni nominate alla sala Graffard riportano che a Sceaux la fama del Révillon è intatta, e che il Gambetta non gli è fatto trovare in la casa, nè altrove, per sostenere o provare l'accusa. La candidatura del Révillon è acclamata all'unanimità. Ma chi era avvenuto alla sala Yung nelle ore di giugno? in alto dai suoi signori, sassofoni, fischi e urli, tutti dell'accusatore di Tony Révillon! Ha un entrata un vecchio con un pò' timidetta ferisce l'orecchio dei combattenti. E Sick, che molto ha sentito di lui, sapete che era il Gambetta suo padrone. Vi sono, dice, dei punti di contatto fra me e lui, ma non siamo sempre d'accordo... Se egli sarà che il primo di manifestarsi alla Camera... Ma forse non è tutto il mondo nè di... Non!... è grida da una parte. E Sick si contenta di dire che una frase allora non voterà i nomi della parte del Gambetta nei che si diceva. [1064, 996, 1251, 1325]
spine-strip [83, 123, 153, 2091]
article-paragraph: E si dice che la questa decima sessione sieno stati inviati gettaviva all'Itinuno del cinque sopra tutto di un deputato solo, non è sopra le altre, i... passatore ed onorate volte del conta... Però al 8 il Rane, tutti i deputati... fra questi, un mezzo... le ne ha ottenuto... e il Laneuger a sorpreso: 'Ricordatevi che oggi questo fa alla prima e d'Alemagne, la quale sta per la più numerosa, e la sua leggiadra di... e il successore del Henry Maret senza di cui egli sarebbe stato eletto il Villard. [1270, 1226, 1458, 1384]
article-paragraph: Nel nono, Paolo Dubois, radicale, è il solo avversario serio del Rane, opportunista. Gli altri due concorrenti però, Farcy, solidamente repubblicano, e Nicoullaud, clericale, si mantengono sul terreno della lotta a detrimento del Rane, della cui nomina non sembra tuttavia potersi dubitare. [858, 296, 1046, 393]
article-paragraph: Arrivati al Castello, erano cortesemente ricevuti dal generale aiutante di campo Gerbaix de Sonnaz, e venivano dopo pochi minuti introdotti alla presenza di Sua Maestà. [1270, 1503, 1458, 1564]
article-headline: Lettere da Napoli [447, 737, 634, 759]
article-headline: IL RE E I PADOVANI [1283, 1397, 1444, 1412]
article-paragraph: Crediamo che, quanto abbiamo detto, sia bastante a rendere palese la grande importanza del convegno. Questo sarebbe per sè stesso un avvenimento lieto, ma ha anche maggiormente se lo consideriamo riguardo all'Austria. La situazione politica generale non è affatto tale da potersi temere che un avvicinamento della Germania e della Russia ristabilisca l'alleanza dei tre imperatori. Non abbiamo alcun timore della seconda edizione di una Sant'Alleanza, ma le nostre inquietudini derivano da altre cause; esse sono cagionate dal singolare atteggiamento della stampa ufficiosa austro-ungherese, dalla evidente tendenza bellicosa contro la Russia di un gran numero di giornali, al quale si ha la Leitha. È davvero incredibile con quale leggerezza si suppone imminente la guerra contro la [242, 1840, 429, 2120]
column-1 [233, 246, 438, 2183]
article-paragraph: Sarebbe sfortunato se le truppe del bey in passato negli anni nelle fatiche e che già oggi fu la suspiria rispettare il governo, con una lotta di prigionia nell'Africa, ecc. Perchè, se al dopo l'avvocato nel mondo e dei boulevardiers, il suo impegnato e ufficiale di cui non si ha alcuna valutazione... Tunisia, e tutto il resto, abbiamo detto, sono ben visti anche i giornali nell'Istituto, hanno in un insieme che ne proprio sulla Tunisia, se si vuole efficacemente [1064, 2029, 1251, 2187]
